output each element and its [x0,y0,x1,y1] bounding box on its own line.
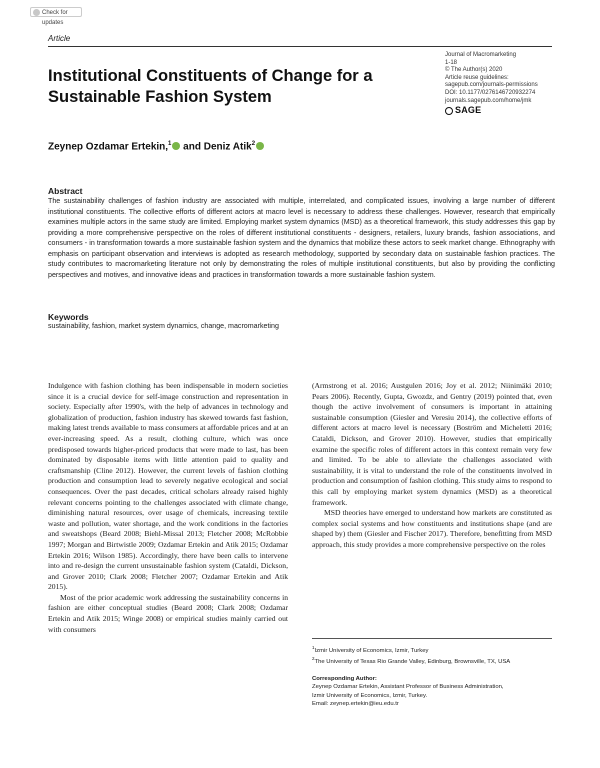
article-title: Institutional Constituents of Change for a Sustainable Fashion System [48,67,373,106]
copyright: © The Author(s) 2020 [445,67,503,74]
doi[interactable]: DOI: 10.1177/0276146720932274 [445,89,536,96]
crossmark-icon [33,9,40,16]
corresponding-author-line: Zeynep Ozdamar Ertekin, Assistant Professor of Business Administration, [312,684,504,691]
sage-logo-icon [445,107,453,115]
check-for-updates-label: Check for updates [42,10,68,26]
orcid-icon[interactable] [256,142,264,150]
corresponding-author-heading: Corresponding Author: [312,675,377,682]
author-2-name: Deniz Atik [203,141,252,153]
page-range: 1-18 [445,59,458,66]
footnote-rule [312,638,552,639]
journal-meta [445,52,565,115]
footnotes [312,644,557,708]
author-1-affiliation: 1 [168,141,172,147]
affiliation-1: $^1$Izmir University of Economics, Izmir, Turkey [312,645,429,654]
check-for-updates-badge[interactable] [30,7,82,26]
journal-home-link[interactable]: journals.sagepub.com/home/jmk [445,97,532,104]
permissions-link[interactable]: sagepub.com/journals-permissions [445,82,538,89]
abstract-heading: Abstract [48,186,83,196]
affiliation-2: $^2$The University of Texas Rio Grande Valley, Edinburg, Brownsville, TX, USA [312,656,511,666]
body-paragraph: Indulgence with fashion clothing has been indispensable in modern societies since it is a crucial device for self-image construction and representation in society. Especially after 1990's, with the help of advances in technology and globalization of production, fashion industry has skewed towards fast fashion, making latest trends available to mass consumers at affordable prices and at an ever-increasing speed. As a result, clothing culture, which was once predisposed towards higher-priced products that were made to last, has been dominated by disposable items with little attention paid to quality and craftsmanship (Cline 2012). However, the current levels of fashion clothing production and consumption lead to severely negative ecological and social consequences. Over the past decades, critical scholars already raised highly relevant concerns pointing to the challenges associated with climate change, diminishing natural resources, over usage of chemicals, increasing textile waste and pollution, water shortage, and the work conditions in the factories and sweatshops (Beard 2008; Biehl-Missal 2013; Fletcher 2008; McRobbie 1997; Morgan and Birtwistle 2009; Ozdamar Ertekin and Atik 2015; Ozdamar Ertekin 2016; Wilson 1985). Accordingly, there have been calls to intervene into and re-design the current unsustainable fashion system (Cataldi, Dickson, and Grover 2010; Clark 2008; Fletcher 2007; Ozdamar Ertekin and Atik 2015). [48,381,288,592]
header-rule [48,46,552,47]
body-column-right [312,381,552,551]
keywords-text: sustainability, fashion, market system dynamics, change, macromarketing [48,322,279,330]
body-paragraph: MSD theories have emerged to understand how markets are constituted as complex social systems and how constituents and institutions shape (and are shaped by) them (Giesler and Fischer 2017). Therefore, benefitting from MSD approach, this study provides a more comprehensive perspective on the roles [312,508,552,549]
reuse-guidelines-label: Article reuse guidelines: [445,74,509,81]
publisher-name: SAGE [455,105,482,116]
author-2-affiliation: 2 [251,141,256,147]
corresponding-author-email[interactable]: Email: zeynep.ertekin@ieu.edu.tr [312,700,399,707]
body-paragraph: (Armstrong et al. 2016; Austgulen 2016; Joy et al. 2012; Niinimäki 2010; Pears 2006). Recently, Gupta, Gwozdz, and Gentry (2019) pointed that, even though the active involvement of consumers is important in attaining sustainable consumption (Giesler and Veresiu 2014), the collective efforts of different actors at macro level is necessary (Boström and Micheletti 2016; Cataldi, Dickson, and Grover 2010). However, studies that empirically examine the specific roles of different actors in this context remain very few and limited. To be able to alleviate the challenges associated with sustainability, it is vital to understand the role of the constituents involved in production and consumption of fashion clothing. This study aims to respond to this call by employing market system dynamics (MSD) as a theoretical framework. [312,381,552,507]
article-type-label: Article [48,34,71,43]
publisher-logo [445,107,565,115]
keywords-heading: Keywords [48,312,89,322]
body-paragraph: Most of the prior academic work addressing the sustainability concerns in fashion are either conceptual studies (Beard 2008; Clark 2008; Ozdamar Ertekin and Atik 2015; Winge 2008) or empirical studies mainly carried out with consumers [48,592,288,634]
body-column-left [48,381,288,635]
author-line [48,141,264,152]
journal-name: Journal of Macromarketing [445,52,517,58]
abstract-text: The sustainability challenges of fashion industry are associated with multiple, interrelated, and complicated issues, involving a large number of different institutional constituents. The collective efforts of different actors at macro level is necessary to address these challenges. However, research that empirically examines multiple actors in the same study are limited. Employing market system dynamics (MSD) as a theoretical framework, this study addresses this gap by providing a more comprehensive perspective on the roles of different institutional constituents - designers, retailers, luxury brands, fashion associations, and consumers - in transformation towards a more sustainable fashion system and the dynamics that mobilize these actors to seek market change. Ethnography with emphasis on participant observation and interviews is adopted as research methodology, supported by secondary data on sustainable fashion practices. The study contributes to macromarketing literature not only by demonstrating the roles of multiple institutional constituents, but also by providing the conflicting perspectives and motives, and innovative ideas and practices in transformation towards a more sustainable fashion system. [48,197,555,279]
author-1-name: Zeynep Ozdamar Ertekin, [48,141,169,153]
author-joiner: and [180,141,204,153]
corresponding-author-line: Izmir University of Economics, Izmir, Turkey. [312,692,428,699]
